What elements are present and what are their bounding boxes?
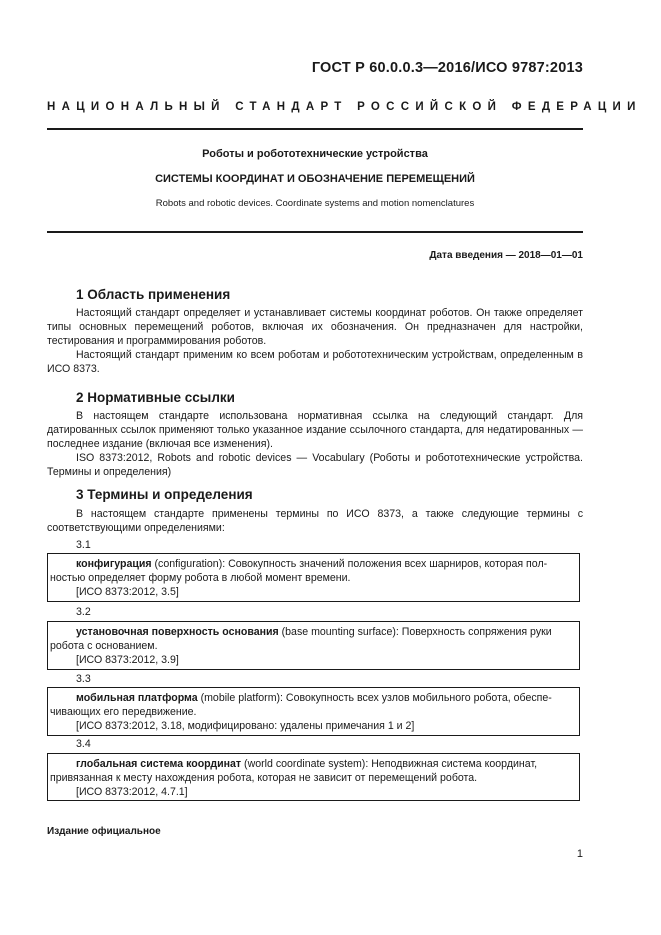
- section1-paragraph1: Настоящий стандарт определяет и устанавливает системы координат роботов. Он также определяет типы основных перемещений роботов, включая их обозначения. Он предназначен для настройки, тестирования и программирования роботов.: [47, 307, 583, 347]
- term-box: [47, 753, 580, 801]
- term-source: [ИСО 8373:2012, 3.5]: [76, 586, 179, 598]
- section2-body: [47, 409, 583, 479]
- term-name: глобальная система координат: [76, 758, 242, 770]
- section2-paragraph1: В настоящем стандарте использована нормативная ссылка на следующий стандарт. Для датированных ссылок применяют только указанное издание ссылочного стандарта, для недатированных — последнее издание (включая все изменения).: [47, 410, 583, 450]
- term-name: конфигурация: [76, 558, 152, 570]
- title-bottom-rule: [47, 231, 583, 233]
- section2-paragraph2: ISO 8373:2012, Robots and robotic devices — Vocabulary (Роботы и робототехнические устройства. Термины и определения): [47, 452, 583, 478]
- term-number: 3.2: [76, 606, 91, 618]
- term-definition: (base mounting surface): Поверхность сопряжения руки: [278, 626, 552, 638]
- term-definition: (world coordinate system): Неподвижная система координат,: [241, 758, 538, 770]
- term-source: [ИСО 8373:2012, 3.18, модифицировано: удалены примечания 1 и 2]: [76, 720, 415, 732]
- document-code: ГОСТ Р 60.0.0.3—2016/ИСО 9787:2013: [311, 60, 583, 76]
- term-definition-continued: робота с основанием.: [50, 640, 158, 652]
- title-line1: Роботы и робототехнические устройства: [202, 148, 428, 160]
- section3-body: [47, 507, 583, 535]
- term-box: [47, 687, 580, 736]
- section1-heading: 1 Область применения: [76, 287, 231, 302]
- national-standard-banner: НАЦИОНАЛЬНЫЙ СТАНДАРТ РОССИЙСКОЙ ФЕДЕРАЦИИ: [47, 101, 642, 113]
- term-definition-continued: чивающих его передвижение.: [50, 706, 197, 718]
- term-definition: (mobile platform): Совокупность всех узлов мобильного робота, обеспе-: [197, 692, 552, 704]
- term-number: 3.4: [76, 738, 91, 750]
- term-definition-continued: ностью определяет форму робота в любой момент времени.: [50, 572, 351, 584]
- section3-heading: 3 Термины и определения: [76, 487, 253, 502]
- term-box: [47, 621, 580, 670]
- term-number: 3.1: [76, 539, 91, 551]
- term-name: мобильная платформа: [76, 692, 198, 704]
- official-edition-label: Издание официальное: [47, 826, 161, 837]
- term-source: [ИСО 8373:2012, 3.9]: [76, 654, 179, 666]
- term-number: 3.3: [76, 673, 91, 685]
- top-rule: [47, 128, 583, 130]
- term-box: [47, 553, 580, 602]
- term-name: установочная поверхность основания: [76, 626, 279, 638]
- section2-heading: 2 Нормативные ссылки: [76, 390, 235, 405]
- page-number: 1: [576, 848, 583, 860]
- title-line2: СИСТЕМЫ КООРДИНАТ И ОБОЗНАЧЕНИЕ ПЕРЕМЕЩЕНИЙ: [155, 173, 475, 185]
- term-source: [ИСО 8373:2012, 4.7.1]: [76, 786, 188, 798]
- title-english: Robots and robotic devices. Coordinate systems and motion nomenclatures: [155, 198, 475, 209]
- section3-paragraph1: В настоящем стандарте применены термины по ИСО 8373, а также следующие термины с соответствующими определениями:: [47, 508, 583, 534]
- term-definition-continued: привязанная к месту нахождения робота, которая не зависит от перемещений робота.: [50, 772, 478, 784]
- term-definition: (configuration): Совокупность значений положения всех шарниров, которая пол-: [151, 558, 548, 570]
- introduction-date: Дата введения — 2018—01—01: [429, 250, 583, 261]
- section1-body: [47, 306, 583, 376]
- section1-paragraph2: Настоящий стандарт применим ко всем роботам и робототехническим устройствам, определенным в ИСО 8373.: [47, 349, 583, 375]
